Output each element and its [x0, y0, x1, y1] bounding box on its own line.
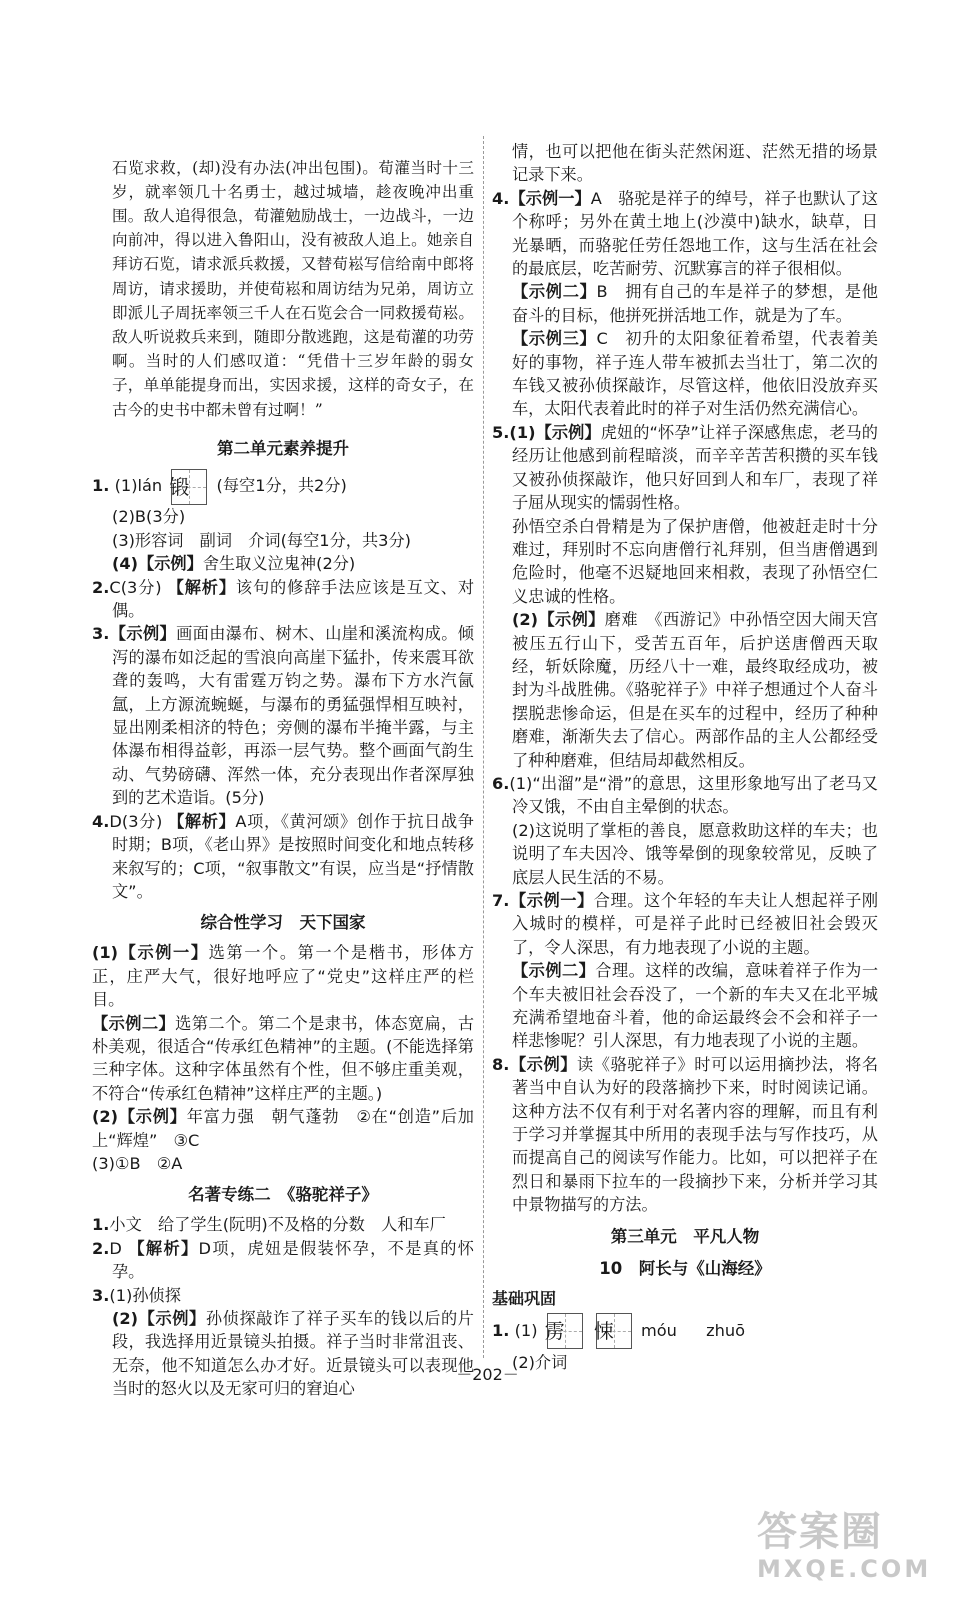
- r-continued: 情，也可以把他在街头茫然闲逛、茫然无措的场景记录下来。: [512, 142, 878, 185]
- s2-p3: [92, 1105, 474, 1152]
- column-divider: [483, 136, 484, 1358]
- m1-text: 小文 给了学生(阮明)不及格的分数 人和车厂: [109, 1215, 446, 1235]
- r4-number: 4.: [492, 188, 510, 208]
- r6-1: [492, 772, 878, 819]
- r4-2: [492, 280, 878, 327]
- q2: [92, 576, 474, 623]
- s2-p1: [92, 941, 474, 1011]
- q1-line: [92, 467, 474, 505]
- r8-text: 读《骆驼祥子》时可以运用摘抄法，将名著当中自认为好的段落摘抄下来，时时阅读记诵。这种方法不仅有利于对名著内容的理解，而且有利于学习并掌握其中所用的表现手法与写作技巧，从而提高自己的阅读写作能力。比如，可以把祥子在烈日和暴雨下拉车的一段摘抄下来，分析并学习其中景物描写的方法。: [512, 1054, 879, 1215]
- b1-line: [492, 1311, 878, 1351]
- s2-p1-text: 选第一个。第一个是楷书，形体方正，庄严大气，很好地呼应了“党史”这样庄严的栏目。: [92, 943, 474, 1010]
- m2-tag: 【解析】: [128, 1238, 199, 1258]
- r5-1: [492, 421, 878, 515]
- r4-text2: B 拥有自己的车是祥子的梦想，是他奋斗的目标，他拼死拼活地工作，就是为了车。: [512, 282, 878, 325]
- q3: [92, 622, 474, 809]
- r5-number: 5.: [492, 422, 510, 442]
- q4-answer: D(3分): [109, 811, 163, 831]
- m3-number: 3.: [92, 1285, 110, 1305]
- q1-d: [92, 552, 474, 575]
- m1: [92, 1213, 474, 1236]
- q1-number: 1.: [92, 476, 110, 496]
- r5-2: 孙悟空杀白骨精是为了保护唐僧，他被赶走时十分难过，拜别时不忘向唐僧行礼拜别，但当唐僧遇到危险时，他毫不迟疑地回来相救，表现了孙悟空仁义忠诚的性格。: [512, 516, 878, 606]
- b1-pinyin-1: móu: [640, 1320, 677, 1340]
- m3-a: (1)孙侦探: [109, 1285, 181, 1305]
- m3-b-text: 孙侦探敲诈了祥子买车的钱以后的片段，我选择用近景镜头拍摄。祥子当时非常沮丧、无奈，他不知道怎么办才好。近景镜头可以表现他当时的怒火以及无家可归的窘迫心: [112, 1309, 474, 1399]
- b1-char2: 悚: [593, 1319, 614, 1344]
- q4-tag: 【解析】: [168, 811, 236, 831]
- r7-2: [492, 959, 878, 1053]
- q4-text: A项，《黄河颂》创作于抗日战争时期；B项，《老山界》是按照时间变化和地点转移来叙写的；C项，“叙事散文”有误，应当是“抒情散文”。: [112, 811, 474, 901]
- b1-a: (1): [514, 1320, 538, 1340]
- r7-tag1: 【示例一】: [509, 891, 594, 910]
- s2-p3-text: 年富力强 朝气蓬勃 ②在“创造”后加上“辉煌” ③C: [92, 1107, 474, 1150]
- q3-text: 画面由瀑布、树木、山崖和溪流构成。倾泻的瀑布如泛起的雪浪向高崖下猛扑，传来震耳欲聋的轰鸣，大有雷霆万钧之势。瀑布下方水汽氤氲，上方源流蜿蜒，与瀑布的勇猛强悍相互映衬，显出刚柔相济的特色；旁侧的瀑布半掩半露，与主体瀑布相得益彰，再添一层气势。整个画面气韵生动、气势磅礴、浑然一体，充分表现出作者深厚独到的艺术造诣。(5分): [112, 624, 474, 808]
- b1-char-box-1: [544, 1313, 583, 1349]
- q2-text: 该句的修辞手法应该是互文、对偶。: [112, 577, 475, 621]
- b1-char-box-2: [593, 1313, 632, 1349]
- watermark-bottom: MXQE.COM: [757, 1555, 932, 1583]
- r7-number: 7.: [492, 891, 510, 910]
- r5-text3: 磨难 《西游记》中孙悟空因大闹天宫被压五行山下，受苦五百年，后护送唐僧西天取经，斩妖除魔，历经八十一难，最终取经成功，被封为斗战胜佛。《骆驼祥子》中祥子想通过个人奋斗摆脱悲惨命运，但是在买车的过程中，经历了种种磨难，渐渐失去了信心。两部作品的主人公都经受了种种磨难，但结局却截然相反。: [512, 610, 879, 770]
- r5-tag3: (2)【示例】: [512, 610, 605, 630]
- watermark-top: 答案圈: [757, 1508, 883, 1555]
- r4-tag3: 【示例三】: [512, 329, 597, 349]
- s2-p2-tag: 【示例二】: [92, 1013, 176, 1033]
- q4-number: 4.: [92, 811, 110, 831]
- r4-3: [492, 327, 878, 421]
- r7-text1: 合理。这个年轻的车夫让人想起祥子刚入城时的模样，可是祥子此时已经被旧社会毁灭了，令人深思，有力地表现了小说的主题。: [512, 891, 879, 957]
- m1-number: 1.: [92, 1215, 110, 1235]
- q1-score: (每空1分，共2分): [216, 476, 347, 496]
- r5-3: [492, 608, 878, 772]
- r4-tag1: 【示例一】: [509, 188, 591, 208]
- m2-answer: D: [109, 1238, 122, 1258]
- s2-p2-text: 选第二个。第二个是隶书，体态宽扁，古朴美观，很适合“传承红色精神”的主题。(不能选择第三种字体。这种字体虽然有个性，但不够庄重美观，不符合“传承红色精神”这样庄严的主题。): [92, 1013, 475, 1103]
- q2-number: 2.: [92, 577, 110, 597]
- r6-text1: (1)“出溜”是“滑”的意思，这里形象地写出了老马又冷又饿，不由自主晕倒的状态。: [509, 773, 878, 817]
- r8-number: 8.: [492, 1054, 510, 1074]
- r4-tag2: 【示例二】: [512, 282, 597, 302]
- q1-d-tag: (4)【示例】: [112, 554, 203, 574]
- q3-number: 3.: [92, 624, 110, 644]
- m2: [92, 1237, 474, 1284]
- r7-tag2: 【示例二】: [512, 961, 596, 981]
- story-translation: 石览求救，(却)没有办法(冲出包围)。荀灌当时十三岁，就率领几十名勇士，越过城墙，趁夜晚冲出重围。敌人追得很急，荀灌勉励战士，一边战斗，一边向前冲，得以进入鲁阳山，没有被敌人追上。她亲自拜访石览，请求派兵救援，又替荀崧写信给南中郎将周访，请求援助，并使荀崧和周访结为兄弟，周访立即派儿子周抚率领三千人在石览会合一同救援荀崧。敌人听说救兵来到，随即分散逃跑，这是荀灌的功劳啊。当时的人们感叹道：“凭借十三岁年龄的弱女子，单单能提身而出，实因求援，这样的奇女子，在古今的史书中都未曾有过啊！”: [112, 158, 474, 419]
- section-title-classic: 名著专练二 《骆驼祥子》: [188, 1185, 378, 1205]
- m3-b-tag: (2)【示例】: [112, 1309, 206, 1329]
- page-number: －202－: [456, 1365, 519, 1384]
- section-title-lesson10: 10 阿长与《山海经》: [599, 1258, 771, 1278]
- m3: [92, 1284, 474, 1307]
- q1-char: 锻: [169, 474, 190, 499]
- b1-b: (2)介词: [512, 1352, 568, 1372]
- r5-text1: 虎妞的“怀孕”让祥子深感焦虑，老马的经历让他感到前程暗淡，而辛辛苦苦积攒的买车钱又被孙侦探敲诈，他只好回到人和车厂，表现了祥子屈从现实的懦弱性格。: [512, 422, 878, 513]
- m2-text: D项，虎妞是假装怀孕，不是真的怀孕。: [112, 1238, 474, 1282]
- q1-char-box: [171, 469, 207, 505]
- q1-pinyin: (1)lán: [114, 476, 163, 496]
- r4-text1: A 骆驼是祥子的绰号，祥子也默认了这个称呼；另外在黄土地上(沙漠中)缺水，缺草，日光暴晒，而骆驼任劳任怨地工作，这与生活在社会的最底层，吃苦耐劳、沉默寡言的祥子很相似。: [512, 188, 878, 279]
- q4: [92, 810, 474, 904]
- section-title-unit3: 第三单元 平凡人物: [610, 1226, 760, 1246]
- right-column: [492, 140, 878, 1374]
- section-title-unit2: 第二单元素养提升: [217, 439, 349, 459]
- b1-char1: 雳: [544, 1319, 565, 1344]
- r7-text2: 合理。这样的改编，意味着祥子作为一个车夫被旧社会吞没了，一个新的车夫又在北平城充满希望地奋斗着，他的命运最终会不会和祥子一样悲惨呢？引人深思，有力地表现了小说的主题。: [512, 961, 879, 1051]
- r5-tag1: (1)【示例】: [509, 422, 601, 442]
- left-column: [92, 140, 474, 1401]
- q2-answer: C(3分): [109, 577, 162, 597]
- subsection-basics: 基础巩固: [492, 1288, 557, 1308]
- r8: [492, 1053, 878, 1217]
- b1-pinyin-2: zhuō: [706, 1320, 745, 1340]
- s2-p1-tag: (1)【示例一】: [92, 943, 209, 963]
- s2-p4: (3)①B ②A: [92, 1153, 183, 1173]
- b1-number: 1.: [492, 1320, 510, 1340]
- q1-b: (2)B(3分): [112, 507, 186, 527]
- q1-c: (3)形容词 副词 介词(每空1分，共3分): [112, 530, 411, 550]
- m2-number: 2.: [92, 1238, 110, 1258]
- r8-tag: 【示例】: [509, 1054, 578, 1074]
- section-title-comprehensive: 综合性学习 天下国家: [200, 913, 366, 933]
- r4-text3: C 初升的太阳象征着希望，代表着美好的事物，祥子连人带车被抓去当壮丁，第二次的车钱又被孙侦探敲诈，尽管这样，他依旧没放弃买车，太阳代表着此时的祥子对生活仍然充满信心。: [512, 329, 878, 419]
- s2-p3-tag: (2)【示例】: [92, 1107, 187, 1127]
- q1-d-text: 舍生取义泣鬼神(2分): [202, 554, 356, 574]
- r4-1: [492, 187, 878, 281]
- q2-tag: 【解析】: [167, 577, 236, 597]
- m3-b: [92, 1307, 474, 1401]
- r6-2: (2)这说明了掌柜的善良，愿意救助这样的车夫；也说明了车夫因冷、饿等晕倒的现象较常见，反映了底层人民生活的不易。: [512, 820, 878, 887]
- r6-number: 6.: [492, 773, 510, 793]
- watermark-logo: [757, 1500, 957, 1590]
- s2-p2: [92, 1012, 474, 1106]
- q3-tag: 【示例】: [109, 624, 177, 644]
- r7-1: [492, 889, 878, 959]
